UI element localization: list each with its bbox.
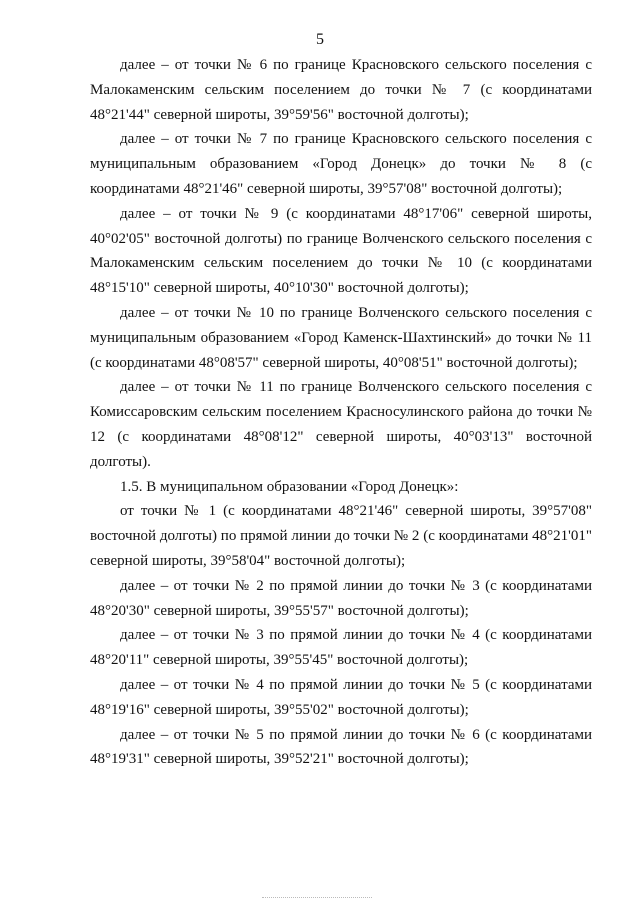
scan-artifact-divider	[262, 897, 372, 899]
paragraph-donetsk-point-4-to-5: далее – от точки № 4 по прямой линии до точки № 5 (с координатами 48°19'16" северной широты, 39°55'02" восточной долготы);	[90, 676, 592, 718]
page-number: 5	[316, 31, 324, 48]
paragraph-point-7-to-8: далее – от точки № 7 по границе Красновского сельского поселения с муниципальным образованием «Город Донецк» до точки № 8 (с координатами 48°21'46" северной широты, 39°57'08" восточной долготы);	[90, 131, 592, 197]
paragraph-donetsk-point-3-to-4: далее – от точки № 3 по прямой линии до точки № 4 (с координатами 48°20'11" северной широты, 39°55'45" восточной долготы);	[90, 627, 592, 669]
document-body	[90, 53, 592, 772]
paragraph-point-6-to-7: далее – от точки № 6 по границе Красновского сельского поселения с Малокаменским сельским поселением до точки № 7 (с координатами 48°21'44" северной широты, 39°59'56" восточной долготы);	[90, 57, 592, 123]
section-heading-1-5: 1.5. В муниципальном образовании «Город Донецк»:	[120, 478, 459, 495]
paragraph-donetsk-point-5-to-6: далее – от точки № 5 по прямой линии до точки № 6 (с координатами 48°19'31" северной широты, 39°52'21" восточной долготы);	[90, 726, 592, 768]
paragraph-donetsk-point-2-to-3: далее – от точки № 2 по прямой линии до точки № 3 (с координатами 48°20'30" северной широты, 39°55'57" восточной долготы);	[90, 577, 592, 619]
paragraph-point-11-to-12: далее – от точки № 11 по границе Волченского сельского поселения с Комиссаровским сельским поселением Красносулинского района до точки № 12 (с координатами 48°08'12" северной широты, 40°03'13" восточной долготы).	[90, 379, 592, 470]
paragraph-point-10-to-11: далее – от точки № 10 по границе Волченского сельского поселения с муниципальным образованием «Город Каменск-Шахтинский» до точки № 11 (с координатами 48°08'57" северной широты, 40°08'51" восточной долготы);	[90, 304, 592, 371]
paragraph-donetsk-point-1-to-2: от точки № 1 (с координатами 48°21'46" северной широты, 39°57'08" восточной долготы) по прямой линии до точки № 2 (с координатами 48°21'01" северной широты, 39°58'04" восточной долготы);	[90, 503, 592, 569]
paragraph-point-9-to-10: далее – от точки № 9 (с координатами 48°17'06" северной широты, 40°02'05" восточной долготы) по границе Волченского сельского поселения с Малокаменским сельским поселением до точки № 10 (с координатами 48°15'10" северной широты, 40°10'30" восточной долготы);	[90, 205, 592, 297]
